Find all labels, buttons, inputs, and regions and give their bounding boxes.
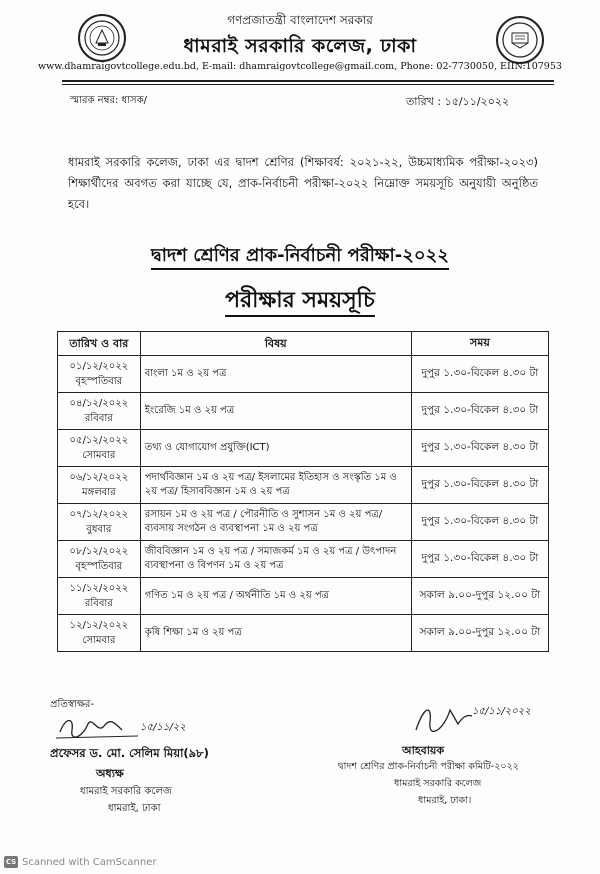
time-cell: দুপুর ১.৩০-বিকেল ৪.৩০ টা — [411, 430, 548, 467]
date-cell — [58, 615, 141, 652]
convener-signature — [410, 700, 560, 740]
subject-cell: রসায়ন ১ম ও ২য় পত্র / পৌরনীতি ও সুশাসন ১ম ও ২য় পত্র/ ব্যবসায় সংগঠন ও ব্যবস্থাপনা ১ম ও ২য় পত্র — [140, 504, 411, 541]
header-divider-thin — [62, 84, 554, 85]
row-day: মঙ্গলবার — [82, 487, 116, 498]
date-cell — [58, 467, 141, 504]
row-date: ১১/১২/২০২২ — [69, 583, 129, 594]
camscanner-icon: CS — [5, 858, 17, 866]
header-time: সময় — [411, 332, 548, 356]
signature-scribble-icon — [410, 700, 474, 736]
memo-reference: স্মারক নম্বর: ধাসক/ — [70, 95, 148, 106]
time-cell: দুপুর ১.৩০-বিকেল ৪.৩০ টা — [411, 393, 548, 430]
row-day: রবিবার — [84, 413, 113, 424]
subject-cell: গণিত ১ম ও ২য় পত্র / অর্থনীতি ১ম ও ২য় পত্র — [140, 578, 411, 615]
row-date: ০৫/১২/২০২২ — [69, 435, 129, 446]
header-subject: বিষয় — [140, 332, 411, 356]
subject-cell: তথ্য ও যোগাযোগ প্রযুক্তি(ICT) — [140, 430, 411, 467]
schedule-table — [57, 331, 549, 652]
date-cell — [58, 541, 141, 578]
subject-cell: জীববিজ্ঞান ১ম ও ২য় পত্র / সমাজকর্ম ১ম ও ২য় পত্র / উৎপাদন ব্যবস্থাপনা ও বিপণন ১ম ও ২য় পত্র — [140, 541, 411, 578]
college-name: ধামরাই সরকারি কলেজ, ঢাকা — [183, 35, 417, 57]
principal-name: প্রফেসর ড. মো. সেলিম মিয়া(৯৮) — [50, 746, 209, 760]
row-date: ০৭/১২/২০২২ — [69, 509, 129, 520]
time-cell: দুপুর ১.৩০-বিকেল ৪.৩০ টা — [411, 467, 548, 504]
principal-role: অধ্যক্ষ — [96, 767, 124, 780]
date-cell — [58, 356, 141, 393]
countersign-label: প্রতিস্বাক্ষর- — [50, 699, 95, 710]
memo-date — [406, 93, 509, 112]
row-day: বৃহস্পতিবার — [75, 561, 123, 572]
date-label: তারিখ : — [406, 95, 442, 108]
principal-org: ধামরাই সরকারি কলেজ — [80, 786, 172, 797]
schedule-title — [0, 283, 600, 320]
subject-cell: কৃষি শিক্ষা ১ম ও ২য় পত্র — [140, 615, 411, 652]
header-date-day: তারিখ ও বার — [58, 332, 141, 356]
convener-role: আহবায়ক — [402, 744, 445, 757]
signature-scribble-icon — [52, 712, 142, 744]
row-date: ০৪/১২/২০২২ — [69, 398, 129, 409]
row-date: ০৮/১২/২০২২ — [69, 546, 129, 557]
subject-cell: বাংলা ১ম ও ২য় পত্র — [140, 356, 411, 393]
header-divider — [62, 80, 554, 82]
subject-cell: ইংরেজি ১ম ও ২য় পত্র — [140, 393, 411, 430]
time-cell: দুপুর ১.৩০-বিকেল ৪.৩০ টা — [411, 541, 548, 578]
table-row — [58, 430, 549, 467]
time-cell: সকাল ৯.০০-দুপুর ১২.০০ টা — [411, 615, 548, 652]
row-day: বুধবার — [86, 524, 112, 535]
row-date: ০১/১২/২০২২ — [69, 361, 129, 372]
table-row — [58, 541, 549, 578]
row-date: ১২/১২/২০২২ — [69, 620, 129, 631]
row-day: সোমবার — [82, 635, 116, 646]
time-cell: দুপুর ১.৩০-বিকেল ৪.৩০ টা — [411, 356, 548, 393]
principal-place: ধামরাই, ঢাকা — [108, 803, 161, 814]
scanner-text: Scanned with CamScanner — [22, 856, 157, 868]
notice-body: ধামরাই সরকারি কলেজ, ঢাকা এর দ্বাদশ শ্রেণির (শিক্ষাবর্ষ: ২০২১-২২, উচ্চমাধ্যমিক পরীক্ষা-২০২৩) শিক্ষার্থীদের অবগত করা যাচ্ছে যে, প্রাক-নির্বাচনী পরীক্ষা-২০২২ নিম্নোক্ত সময়সূচি অনুযায়ী অনুষ্ঠিত হবে। — [68, 155, 538, 211]
row-day: রবিবার — [84, 598, 113, 609]
subject-cell: পদার্থবিজ্ঞান ১ম ও ২য় পত্র/ ইসলামের ইতিহাস ও সংস্কৃতি ১ম ও ২য় পত্র/ হিসাববিজ্ঞান ১ম ও ২য় পত্র — [140, 467, 411, 504]
contact-line: www.dhamraigovtcollege.edu.bd, E-mail: dhamraigovtcollege@gmail.com, Phone: 02-7730050, EIIN:107953 — [38, 61, 562, 72]
time-cell: সকাল ৯.০০-দুপুর ১২.০০ টা — [411, 578, 548, 615]
principal-sign-date: ১৫/১১/২২ — [140, 722, 186, 733]
table-header-row — [58, 332, 549, 356]
convener-sign-date: ১৫/১১/২০২২ — [472, 706, 531, 717]
exam-title-text: দ্বাদশ শ্রেণির প্রাক-নির্বাচনী পরীক্ষা-২০২২ — [151, 245, 449, 270]
time-cell: দুপুর ১.৩০-বিকেল ৪.৩০ টা — [411, 504, 548, 541]
scanner-watermark — [4, 856, 157, 868]
convener-place: ধামরাই, ঢাকা। — [418, 795, 472, 806]
date-value: ১৫/১১/২০২২ — [444, 95, 510, 108]
table-row — [58, 504, 549, 541]
date-cell — [58, 578, 141, 615]
government-heading: গণপ্রজাতন্ত্রী বাংলাদেশ সরকার — [227, 13, 373, 27]
convener-committee: দ্বাদশ শ্রেণির প্রাক-নির্বাচনী পরীক্ষা কমিটি-২০২২ — [338, 761, 519, 772]
date-cell — [58, 393, 141, 430]
table-row — [58, 356, 549, 393]
convener-org: ধামরাই সরকারি কলেজ — [394, 778, 482, 789]
date-cell — [58, 430, 141, 467]
schedule-title-text: পরীক্ষার সময়সূচি — [225, 288, 375, 317]
table-row — [58, 393, 549, 430]
exam-title — [0, 241, 600, 272]
date-cell — [58, 504, 141, 541]
row-day: বৃহস্পতিবার — [75, 376, 123, 387]
table-row — [58, 615, 549, 652]
table-row — [58, 578, 549, 615]
table-row — [58, 467, 549, 504]
row-day: সোমবার — [82, 450, 116, 461]
row-date: ০৬/১২/২০২২ — [69, 472, 129, 483]
